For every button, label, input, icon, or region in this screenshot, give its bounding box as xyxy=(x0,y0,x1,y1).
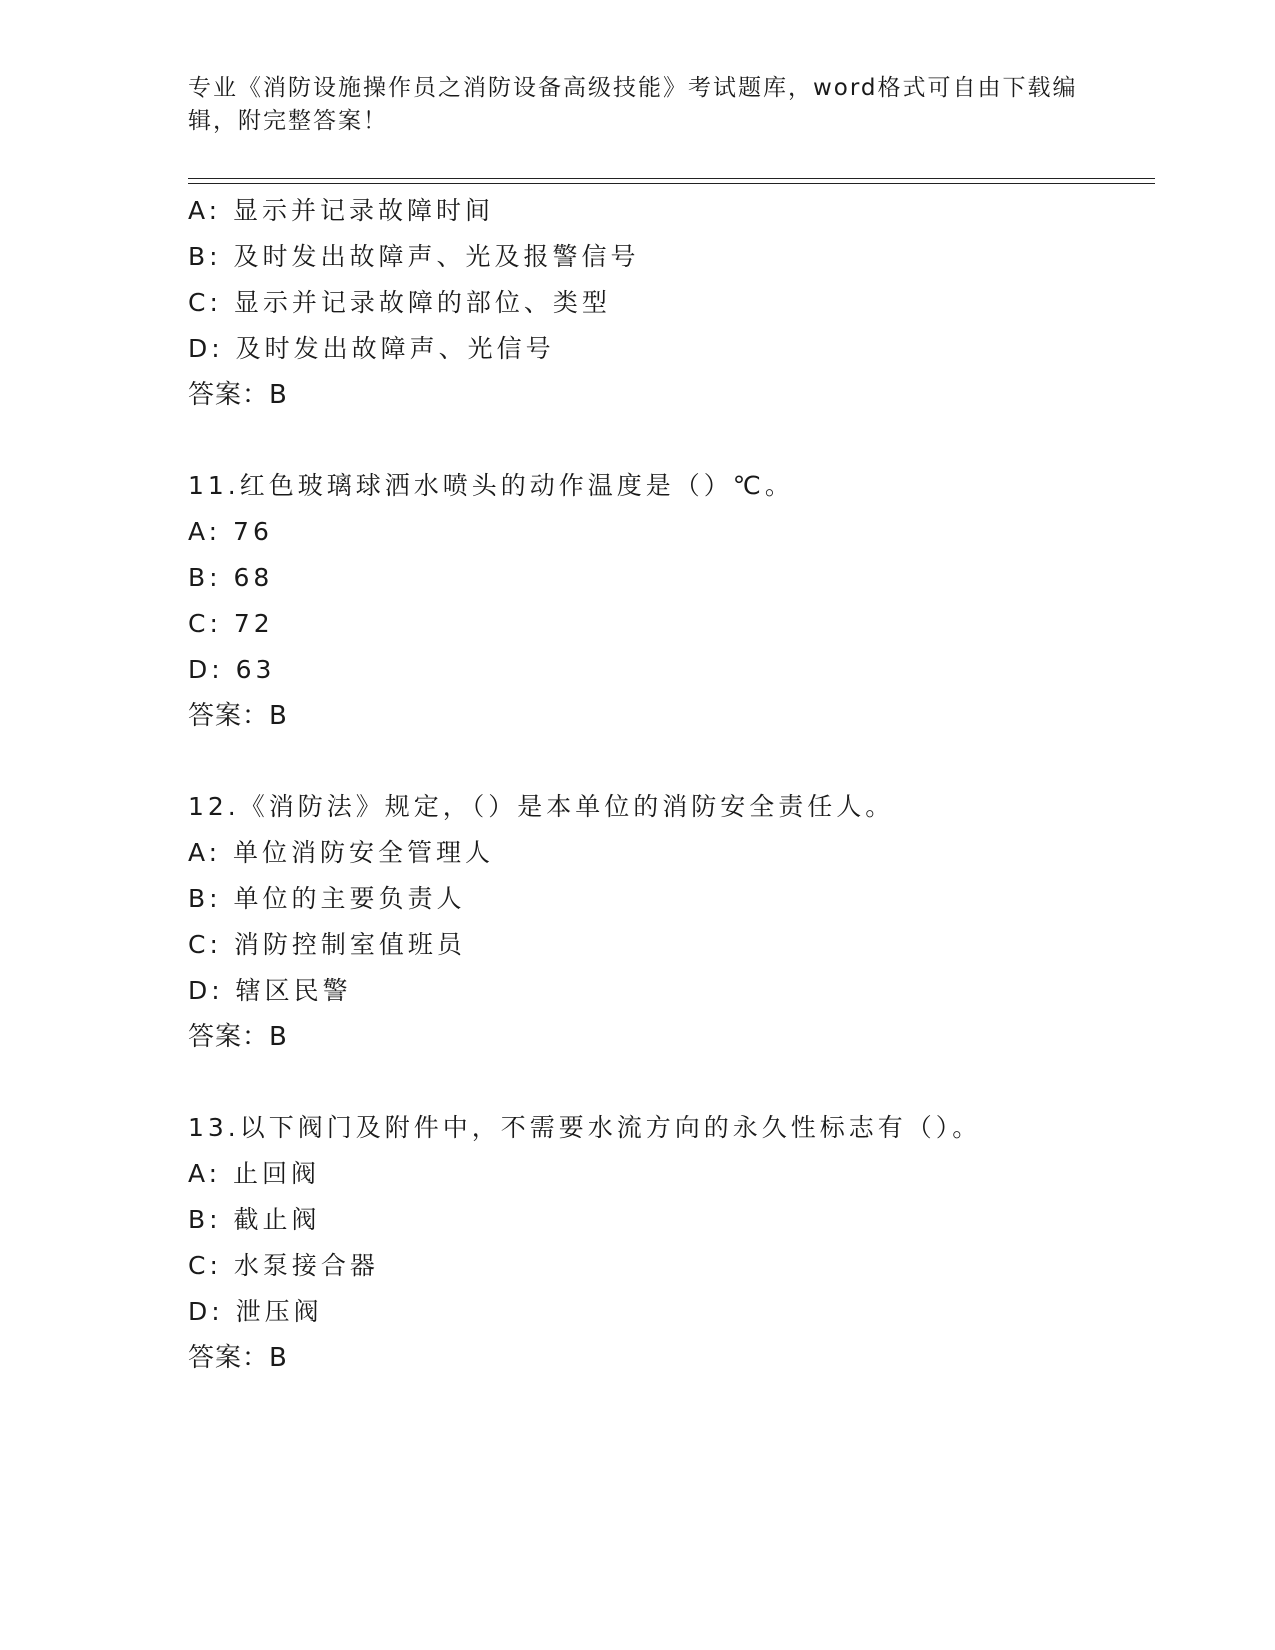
question-list xyxy=(188,188,1155,1381)
option-a: A: 单位消防安全管理人 xyxy=(188,838,495,867)
option-c: C: 消防控制室值班员 xyxy=(188,930,466,959)
option-d: D: 辖区民警 xyxy=(188,976,352,1005)
document-header: 专业《消防设施操作员之消防设备高级技能》考试题库，word格式可自由下载编辑，附完整答案！ xyxy=(188,75,1078,134)
header-divider-top xyxy=(188,178,1155,179)
question-stem: 13.以下阀门及附件中，不需要水流方向的永久性标志有（）。 xyxy=(188,1113,982,1142)
option-b: B: 及时发出故障声、光及报警信号 xyxy=(188,242,640,271)
option-d: D: 63 xyxy=(188,655,276,684)
question-block-partial xyxy=(188,188,1155,418)
option-b: B: 68 xyxy=(188,563,274,592)
answer-line: 答案：B xyxy=(188,1022,288,1052)
question-block-12 xyxy=(188,784,1155,1060)
option-c: C: 72 xyxy=(188,609,274,638)
option-a: A: 止回阀 xyxy=(188,1159,321,1188)
option-b: B: 截止阀 xyxy=(188,1205,321,1234)
spacer xyxy=(188,739,1155,784)
option-c: C: 显示并记录故障的部位、类型 xyxy=(188,288,611,317)
question-stem: 12.《消防法》规定，（）是本单位的消防安全责任人。 xyxy=(188,792,895,821)
answer-line: 答案：B xyxy=(188,1343,288,1373)
option-a: A: 显示并记录故障时间 xyxy=(188,196,495,225)
option-d: D: 及时发出故障声、光信号 xyxy=(188,334,555,363)
question-block-11 xyxy=(188,463,1155,739)
answer-line: 答案：B xyxy=(188,380,288,410)
spacer xyxy=(188,1060,1155,1105)
question-stem: 11.红色玻璃球洒水喷头的动作温度是（）℃。 xyxy=(188,471,794,500)
answer-line: 答案：B xyxy=(188,701,288,731)
option-a: A: 76 xyxy=(188,517,273,546)
spacer xyxy=(188,418,1155,463)
option-c: C: 水泵接合器 xyxy=(188,1251,379,1280)
question-block-13 xyxy=(188,1105,1155,1381)
header-divider-bottom xyxy=(188,183,1155,184)
option-b: B: 单位的主要负责人 xyxy=(188,884,466,913)
option-d: D: 泄压阀 xyxy=(188,1297,323,1326)
